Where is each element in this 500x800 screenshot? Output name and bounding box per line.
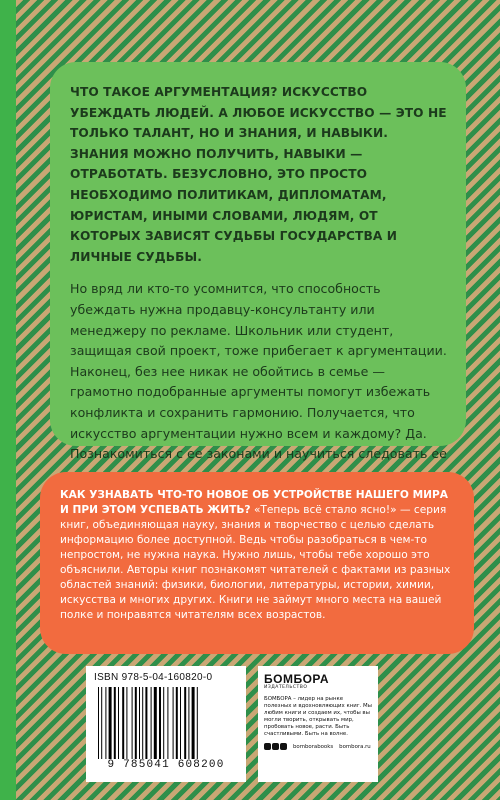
social-icon-1 [264,743,271,750]
series-text: «Теперь всё стало ясно!» — серия книг, объединяющая науку, знания и творчество с целью сделать информацию более доступной. Ведь чтобы разобраться в чем-то непростом, не нужна наука. Нужно лишь, чтобы тебе хорошо это объяснили. Авторы книг познакомят читателей с фактами из разных областей знаний: физики, биологии, литературы, истории, химии, искусства и многих других. Книги не займут много места на вашей полке и понравятся читателям всех возрастов. [60,504,451,621]
barcode-block [86,666,246,782]
social-icon-3 [280,743,287,750]
publisher-text: БОМБОРА – лидер на рынке полезных и вдохновляющих книг. Мы любим книги и создаем их, чтобы вы могли творить, открывать мир, пробовать новое, расти. Быть счастливыми. Быть на волне. [264,696,372,737]
social-icon-2 [272,743,279,750]
description-body: Но вряд ли кто-то усомнится, что способность убеждать нужна продавцу-консультанту или менеджеру по рекламе. Школьник или студент, защищая свой проект, тоже прибегает к аргументации. Наконец, без нее никак не обойтись в семье — грамотно подобранные аргументы помогут избежать конфликта и сохранить гармонию. Получается, что искусство аргументации нужно всем и каждому? Да. Познакомиться с ее законами и научиться следовать ее [70,281,447,462]
isbn-label: ISBN 978-5-04-160820-0 [94,672,213,683]
publisher-logo: БОМБОРА [264,672,330,686]
publisher-block [258,666,378,782]
series-question: КАК УЗНАВАТЬ ЧТО-ТО НОВОЕ ОБ УСТРОЙСТВЕ НАШЕГО МИРА И ПРИ ЭТОМ УСПЕВАТЬ ЖИТЬ? [60,489,448,516]
social-handle: bomborabooks [293,743,334,750]
social-icons [264,743,287,750]
barcode-bars [94,687,238,761]
publisher-site: bombora.ru [339,743,371,750]
publisher-social [264,743,372,750]
series-card [40,472,474,654]
barcode-digits: 9 785041 608200 [107,759,225,771]
publisher-logo-sub: ИЗДАТЕЛЬСТВО [264,685,308,690]
description-lead: ЧТО ТАКОЕ АРГУМЕНТАЦИЯ? ИСКУССТВО УБЕЖДАТЬ ЛЮДЕЙ. А ЛЮБОЕ ИСКУССТВО — ЭТО НЕ ТОЛЬКО ТАЛАНТ, НО И ЗНАНИЯ, И НАВЫКИ. ЗНАНИЯ МОЖНО ПОЛУЧИТЬ, НАВЫКИ — ОТРАБОТАТЬ. БЕЗУСЛОВНО, ЭТО ПРОСТО НЕОБХОДИМО ПОЛИТИКАМ, ДИПЛОМАТАМ, ЮРИСТАМ, ИНЫМИ СЛОВАМИ, ЛЮДЯМ, ОТ КОТОРЫХ ЗАВИСЯТ СУДЬБЫ ГОСУДАРСТВА И ЛИЧНЫЕ СУДЬБЫ. [70,85,447,264]
description-card [50,62,466,462]
